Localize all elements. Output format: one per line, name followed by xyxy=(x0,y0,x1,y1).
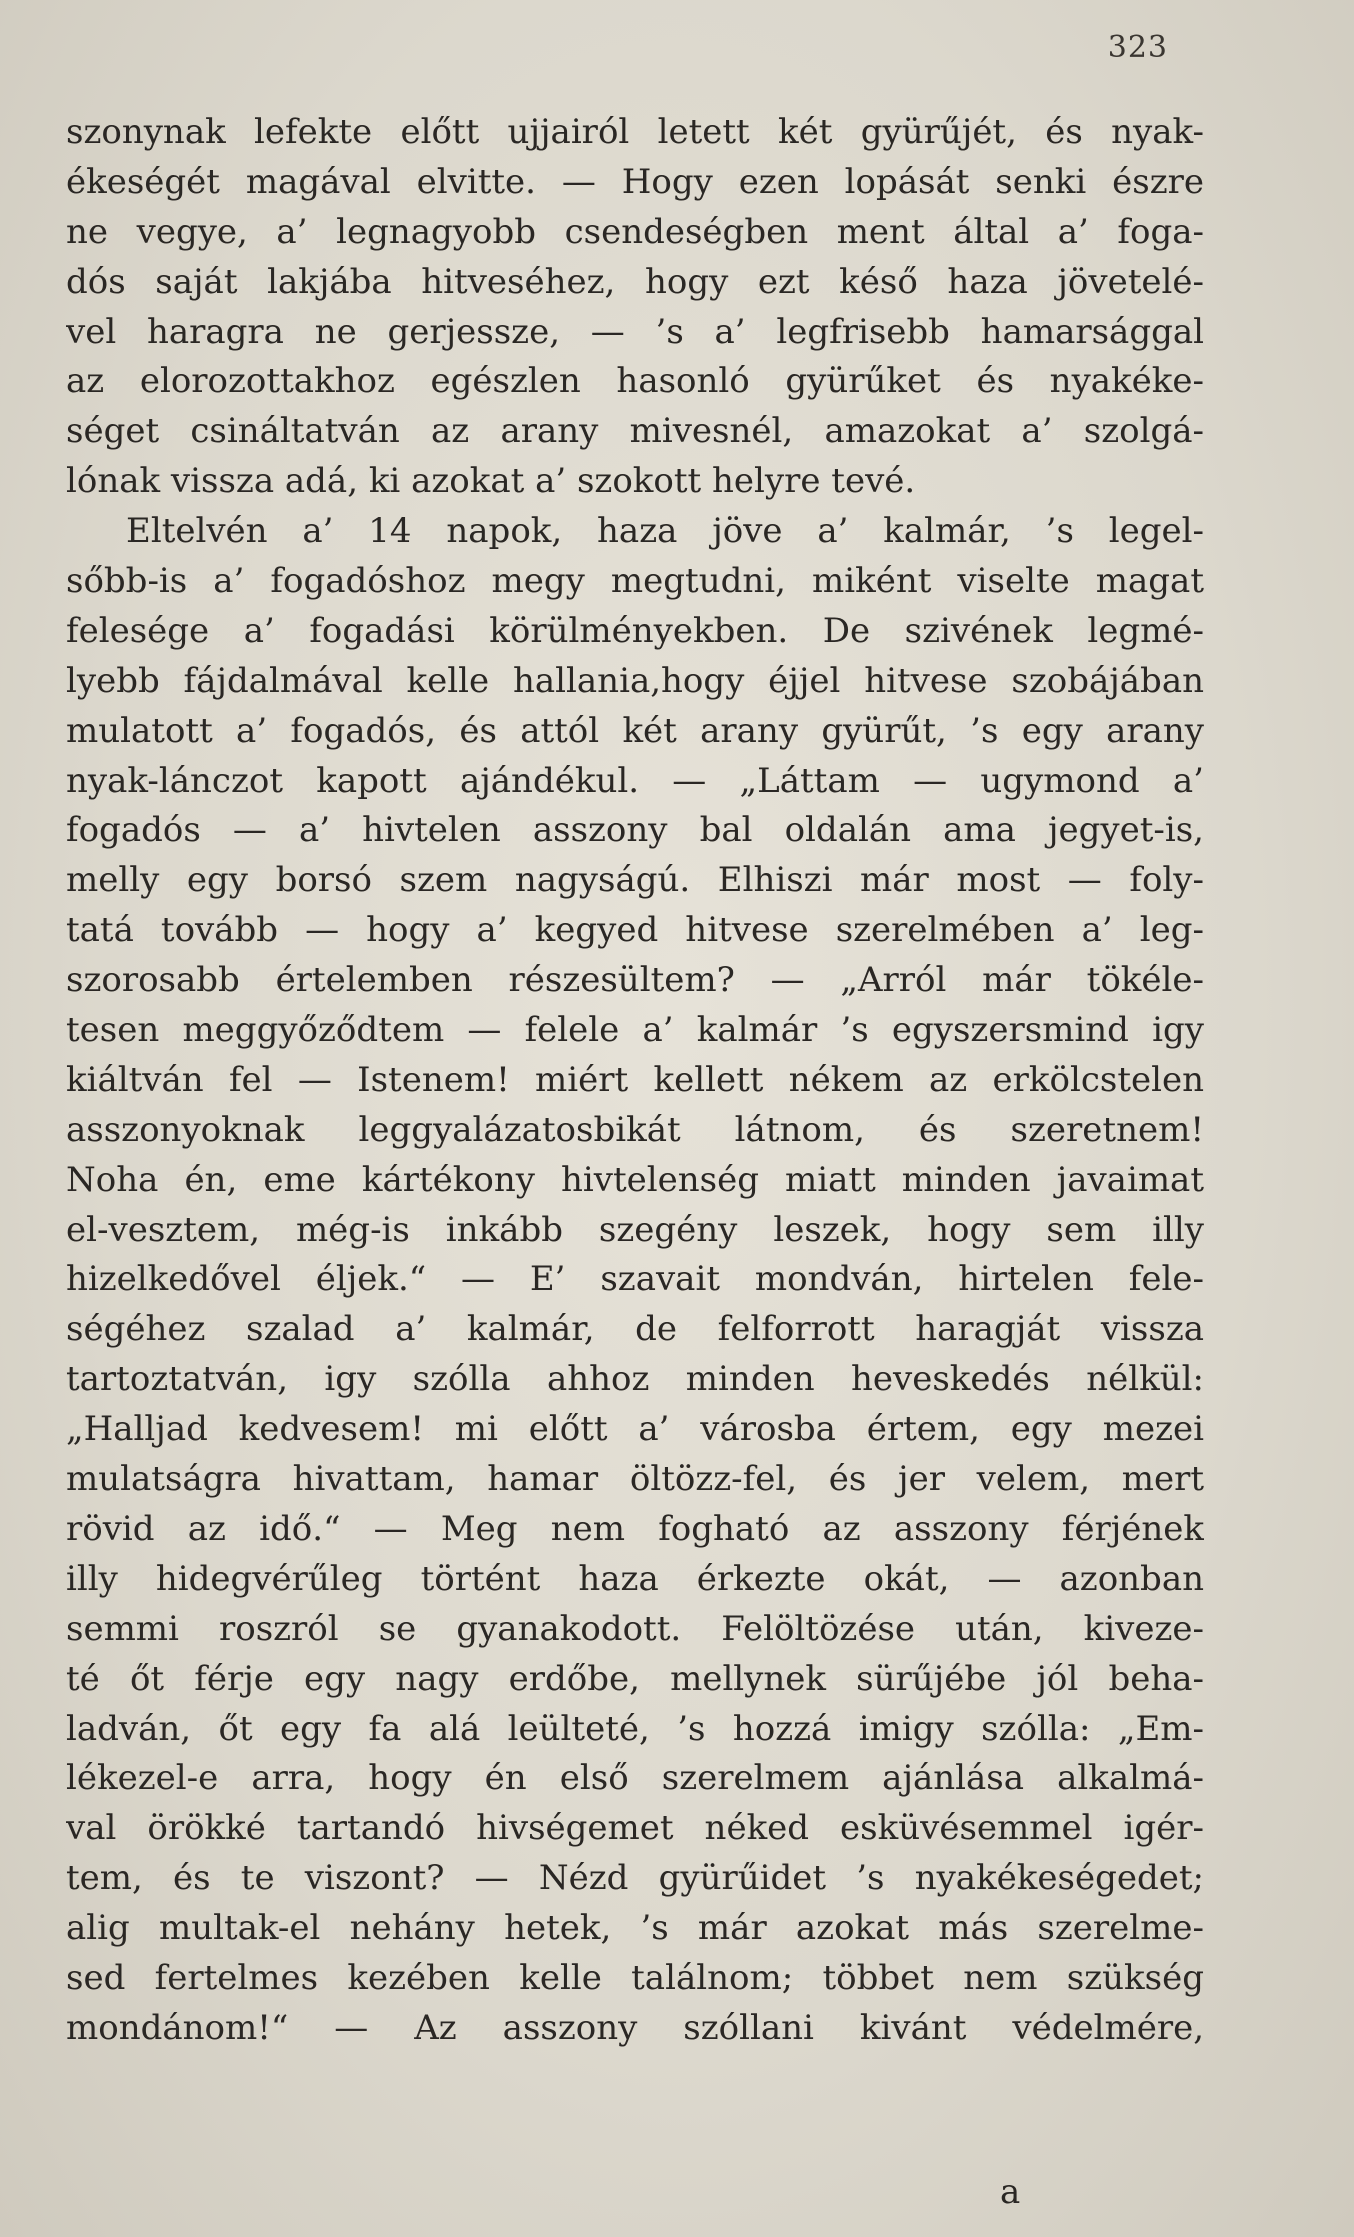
text-line: mulatott a’ fogadós, és attól két arany gyürűt, ’s egy arany xyxy=(66,710,1204,751)
text-line: ladván, őt egy fa alá leülteté, ’s hozzá imigy szólla: „Em- xyxy=(66,1708,1204,1749)
text-line: nyak-lánczot kapott ajándékul. — „Láttam — ugymond a’ xyxy=(66,760,1204,801)
text-line: felesége a’ fogadási körülményekben. De szivének legmé- xyxy=(66,610,1204,651)
text-line: ne vegye, a’ legnagyobb csendeségben ment által a’ foga- xyxy=(66,211,1204,252)
text-line: tartoztatván, igy szólla ahhoz minden heveskedés nélkül: xyxy=(66,1359,1204,1400)
text-line: sed fertelmes kezében kelle találnom; többet nem szükség xyxy=(66,1957,1204,1998)
text-line: szorosabb értelemben részesültem? — „Arról már tökéle- xyxy=(66,960,1204,1001)
text-line: mondánom!“ — Az asszony szóllani kivánt védelmére, xyxy=(66,2007,1204,2048)
body-text xyxy=(66,108,1204,2054)
text-line: rövid az idő.“ — Meg nem fogható az asszony férjének xyxy=(66,1508,1204,1549)
text-line: ékeségét magával elvitte. — Hogy ezen lopását senki észre xyxy=(66,161,1204,202)
page-number: 323 xyxy=(1107,30,1168,65)
text-line: sőbb-is a’ fogadóshoz megy megtudni, miként viselte magat xyxy=(66,561,1204,602)
text-line: Eltelvén a’ 14 napok, haza jöve a’ kalmár, ’s legel- xyxy=(126,511,1204,552)
text-line: té őt férje egy nagy erdőbe, mellynek sürűjébe jól beha- xyxy=(66,1658,1204,1699)
text-line: fogadós — a’ hivtelen asszony bal oldalán ama jegyet-is, xyxy=(66,810,1204,851)
text-line: illy hidegvérűleg történt haza érkezte okát, — azonban xyxy=(66,1558,1204,1599)
text-line: lónak vissza adá, ki azokat a’ szokott helyre tevé. xyxy=(66,461,916,502)
text-line: Noha én, eme kártékony hivtelenség miatt minden javaimat xyxy=(66,1159,1204,1200)
text-line: tem, és te viszont? — Nézd gyürűidet ’s nyakékeségedet; xyxy=(66,1858,1204,1899)
text-line: hizelkedővel éljek.“ — E’ szavait mondván, hirtelen fele- xyxy=(66,1259,1204,1300)
text-line: melly egy borsó szem nagyságú. Elhiszi már most — foly- xyxy=(66,860,1204,901)
text-line: lékezel-e arra, hogy én első szerelmem ajánlása alkalmá- xyxy=(66,1758,1204,1799)
text-line: asszonyoknak leggyalázatosbikát látnom, és szeretnem! xyxy=(66,1109,1204,1150)
text-line: kiáltván fel — Istenem! miért kellett nékem az erkölcstelen xyxy=(66,1059,1204,1100)
text-line: tatá tovább — hogy a’ kegyed hitvese szerelmében a’ leg- xyxy=(66,910,1204,951)
text-line: tesen meggyőződtem — felele a’ kalmár ’s egyszersmind igy xyxy=(66,1010,1204,1051)
text-line: ségéhez szalad a’ kalmár, de felforrott haragját vissza xyxy=(66,1309,1204,1350)
text-line: az elorozottakhoz egészlen hasonló gyürűket és nyakéke- xyxy=(66,361,1204,402)
text-line: dós saját lakjába hitveséhez, hogy ezt késő haza jövetelé- xyxy=(66,261,1204,302)
text-line: el-vesztem, még-is inkább szegény leszek, hogy sem illy xyxy=(66,1209,1204,1250)
text-line: séget csináltatván az arany mivesnél, amazokat a’ szolgá- xyxy=(66,411,1204,452)
text-line: szonynak lefekte előtt ujjairól letett két gyürűjét, és nyak- xyxy=(66,112,1204,152)
text-line: mulatságra hivattam, hamar öltözz-fel, és jer velem, mert xyxy=(66,1459,1204,1500)
text-line: „Halljad kedvesem! mi előtt a’ városba értem, egy mezei xyxy=(66,1409,1204,1450)
catchword: a xyxy=(1000,2172,1021,2212)
text-line: semmi roszról se gyanakodott. Felöltözése után, kiveze- xyxy=(66,1608,1204,1649)
text-line: val örökké tartandó hivségemet néked esküvésemmel igér- xyxy=(66,1808,1204,1849)
text-line: lyebb fájdalmával kelle hallania,hogy éjjel hitvese szobájában xyxy=(66,660,1204,701)
text-line: alig multak-el nehány hetek, ’s már azokat más szerelme- xyxy=(66,1908,1204,1949)
text-line: vel haragra ne gerjessze, — ’s a’ legfrisebb hamarsággal xyxy=(66,311,1204,352)
